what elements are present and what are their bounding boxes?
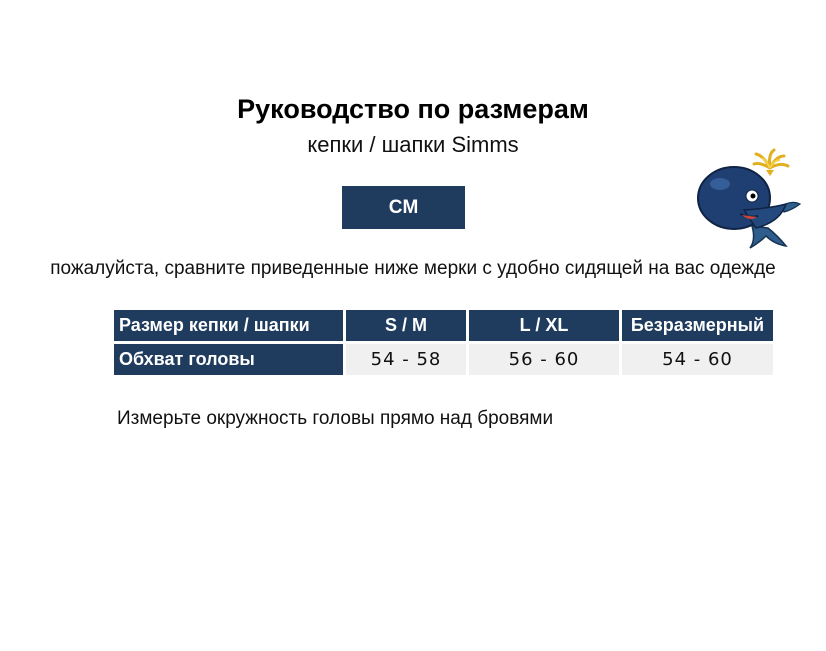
unit-toggle-button[interactable]: CM bbox=[342, 186, 465, 229]
comparison-note: пожалуйста, сравните приведенные ниже мерки с удобно сидящей на вас одежде bbox=[50, 258, 776, 279]
column-header-one-size: Безразмерный bbox=[622, 310, 773, 341]
table-cell: 54 - 60 bbox=[622, 344, 773, 375]
size-table bbox=[111, 307, 776, 378]
column-header-s-m: S / M bbox=[346, 310, 466, 341]
whale-mascot-icon bbox=[694, 148, 804, 252]
measure-instruction: Измерьте окружность головы прямо над бровями bbox=[117, 408, 554, 429]
column-header-l-xl: L / XL bbox=[469, 310, 619, 341]
table-row bbox=[114, 344, 773, 375]
page-title: Руководство по размерам bbox=[237, 94, 589, 124]
table-cell: 54 - 58 bbox=[346, 344, 466, 375]
table-cell: 56 - 60 bbox=[469, 344, 619, 375]
table-header-row bbox=[114, 310, 773, 341]
page-subtitle: кепки / шапки Simms bbox=[307, 132, 519, 157]
row-label-head-circumference: Обхват головы bbox=[114, 344, 343, 375]
column-header-size: Размер кепки / шапки bbox=[114, 310, 343, 341]
